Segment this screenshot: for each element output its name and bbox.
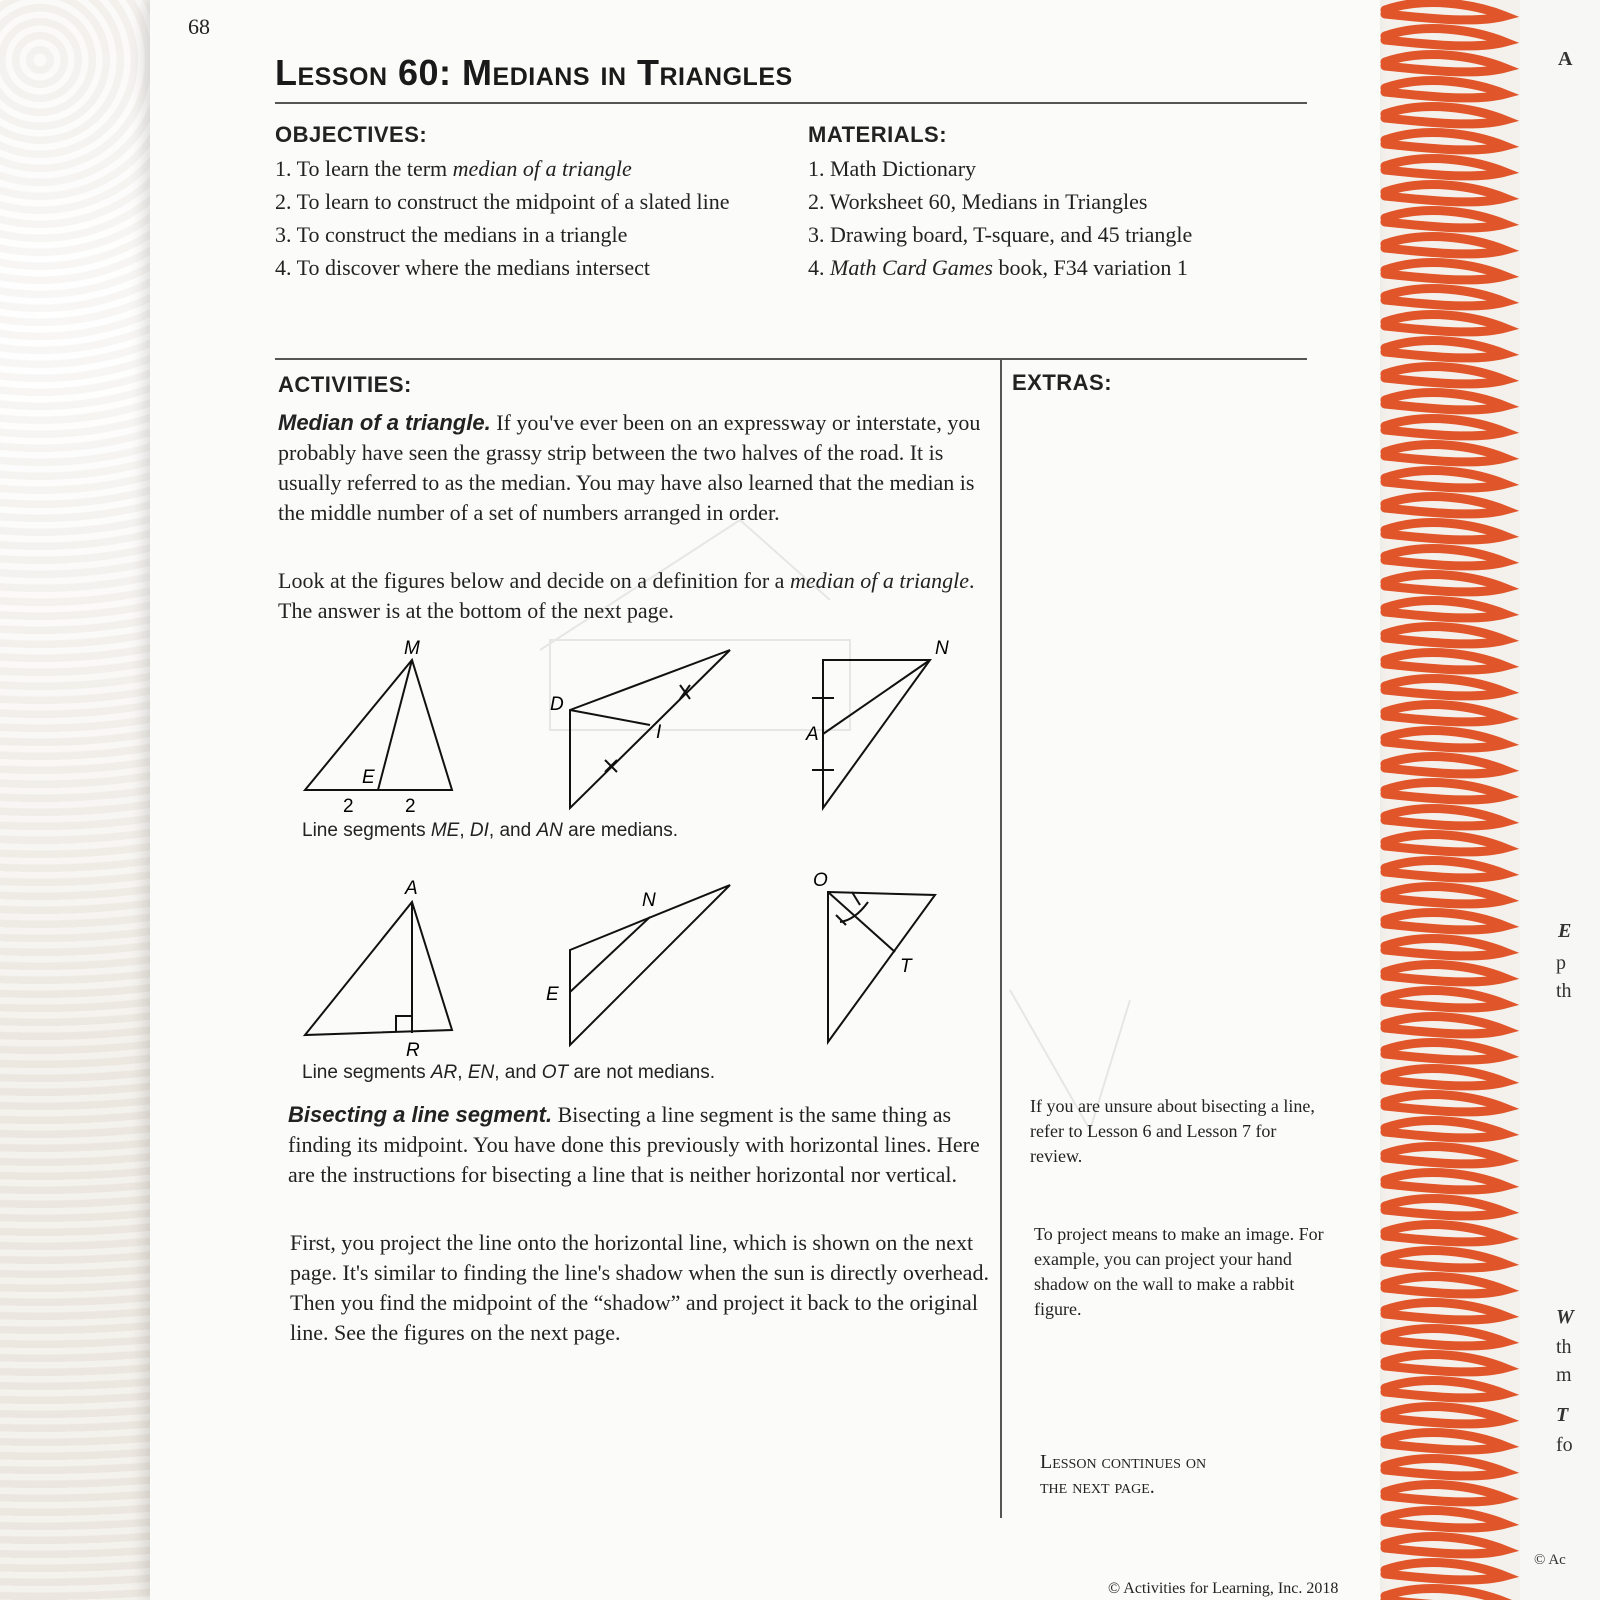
spiral-coil — [1385, 809, 1505, 826]
spiral-coil — [1385, 887, 1505, 904]
spiral-coil — [1385, 913, 1505, 930]
objective-item: 2. To learn to construct the midpoint of a slated line — [275, 189, 730, 214]
column-divider — [1000, 358, 1002, 1518]
lesson-title: Lesson 60: Medians in Triangles — [275, 52, 793, 93]
spiral-coil — [1385, 601, 1505, 618]
spiral-coil — [1385, 1329, 1505, 1346]
objective-item: 4. To discover where the medians intersect — [275, 255, 650, 280]
objectives-list — [275, 154, 735, 286]
label-t: T — [900, 956, 912, 977]
material-item: 4. Math Card Games book, F34 variation 1 — [808, 255, 1188, 280]
spiral-coil — [1385, 29, 1505, 46]
lesson-continues: Lesson continues on the next page. — [1040, 1451, 1207, 1498]
right-page-letter: m — [1556, 1364, 1572, 1386]
copyright: © Activities for Learning, Inc. 2018 — [1108, 1580, 1339, 1597]
label-n: N — [935, 638, 949, 659]
spiral-coil — [1385, 991, 1505, 1008]
spiral-coil — [1385, 55, 1505, 72]
objectives-heading: OBJECTIVES: — [275, 122, 428, 147]
right-page-letter: T — [1556, 1404, 1569, 1426]
median-an — [823, 660, 930, 734]
extras-note-bisecting: If you are unsure about bisecting a line, refer to Lesson 6 and Lesson 7 for review. — [1030, 1096, 1315, 1166]
extras-heading: EXTRAS: — [1012, 370, 1113, 395]
spiral-coil — [1385, 705, 1505, 722]
spiral-coil — [1385, 237, 1505, 254]
spiral-coil — [1385, 211, 1505, 228]
spiral-coil — [1385, 861, 1505, 878]
spiral-coil — [1385, 1121, 1505, 1138]
materials-heading: MATERIALS: — [808, 122, 948, 147]
not-medians-caption: Line segments AR, EN, and OT are not medians. — [302, 1062, 715, 1083]
spiral-coil — [1385, 3, 1505, 20]
triangle-di — [570, 650, 730, 808]
spiral-coil — [1385, 185, 1505, 202]
label-two-left: 2 — [343, 796, 354, 817]
spiral-coil — [1385, 107, 1505, 124]
spiral-coil — [1385, 1199, 1505, 1216]
spiral-coil — [1385, 1433, 1505, 1450]
medians-caption: Line segments ME, DI, and AN are medians. — [302, 820, 678, 841]
spiral-coil — [1385, 1147, 1505, 1164]
spiral-coil — [1385, 523, 1505, 540]
spiral-coil — [1385, 1095, 1505, 1112]
right-page — [1520, 0, 1600, 1600]
right-page-letter: p — [1556, 952, 1566, 974]
spiral-coil — [1385, 1537, 1505, 1554]
label-two-right: 2 — [405, 796, 416, 817]
spiral-coil — [1385, 1017, 1505, 1034]
label-d: D — [550, 694, 564, 715]
spiral-coil — [1385, 315, 1505, 332]
spiral-coil — [1385, 575, 1505, 592]
spiral-coil — [1385, 1173, 1505, 1190]
spiral-coil — [1385, 939, 1505, 956]
spiral-coil — [1385, 835, 1505, 852]
label-e2: E — [546, 984, 559, 1005]
spiral-coil — [1385, 1459, 1505, 1476]
spiral-coil — [1385, 1069, 1505, 1086]
spiral-coil — [1385, 757, 1505, 774]
right-page-letter: th — [1556, 980, 1572, 1002]
spiral-coil — [1385, 289, 1505, 306]
spiral-coil — [1385, 1225, 1505, 1242]
objective-item: 3. To construct the medians in a triangle — [275, 222, 628, 247]
segment-en — [570, 917, 650, 992]
triangle-ot — [828, 892, 935, 1042]
spiral-coil — [1385, 1381, 1505, 1398]
spiral-coil — [1385, 549, 1505, 566]
label-r: R — [406, 1040, 420, 1061]
triangle-ar — [305, 902, 452, 1035]
spiral-coil — [1385, 471, 1505, 488]
spiral-coil — [1385, 341, 1505, 358]
material-item: 2. Worksheet 60, Medians in Triangles — [808, 189, 1148, 214]
label-o: O — [813, 870, 828, 891]
look-paragraph: Look at the figures below and decide on a definition for a median of a triangle. The answer is at the bottom of the next page. — [278, 568, 975, 623]
spiral-coil — [1385, 1355, 1505, 1372]
materials-list — [808, 154, 1328, 286]
spiral-coil — [1385, 497, 1505, 514]
right-page-letter: th — [1556, 1336, 1572, 1358]
spiral-coil — [1385, 419, 1505, 436]
right-page-letter: A — [1558, 48, 1573, 70]
spiral-coil — [1385, 1303, 1505, 1320]
spiral-coil — [1385, 159, 1505, 176]
objective-item: 1. To learn the term median of a triangle — [275, 156, 632, 181]
spiral-coil — [1385, 1251, 1505, 1268]
triangle-mer — [305, 660, 452, 790]
label-m: M — [404, 638, 420, 659]
label-n2: N — [642, 890, 656, 911]
spiral-coil — [1385, 679, 1505, 696]
spiral-coil — [1385, 1277, 1505, 1294]
bisector-ot — [828, 892, 895, 952]
spiral-coil — [1385, 783, 1505, 800]
medians-figures — [280, 630, 1000, 830]
spiral-coil — [1385, 81, 1505, 98]
median-lead: Median of a triangle. — [278, 410, 491, 435]
spiral-binding — [1365, 0, 1525, 1600]
label-i: I — [656, 722, 662, 743]
spiral-coil — [1385, 1485, 1505, 1502]
spiral-coil — [1385, 367, 1505, 384]
spiral-coil — [1385, 445, 1505, 462]
blanket-background — [0, 0, 175, 1600]
spiral-coil — [1385, 627, 1505, 644]
right-page-letter: fo — [1556, 1434, 1573, 1456]
not-medians-figures — [280, 870, 1000, 1070]
spiral-coil — [1385, 965, 1505, 982]
spiral-coil — [1385, 1407, 1505, 1424]
spiral-coil — [1385, 133, 1505, 150]
material-item: 1. Math Dictionary — [808, 156, 977, 181]
page-number: 68 — [188, 14, 210, 39]
bisect-paragraph: Bisecting a line segment. Bisecting a line segment is the same thing as finding its midpoint. You have done this previously with horizontal lines. Here are the instructions for bisecting a line that is neither horizontal nor vertical. — [288, 1102, 980, 1187]
spiral-coil — [1385, 263, 1505, 280]
book-page — [150, 0, 1380, 1600]
median-paragraph: Median of a triangle. If you've ever been on an expressway or interstate, you probably have seen the grassy strip between the two halves of the road. It is usually referred to as the median. You may have also learned that the median is the middle number of a set of numbers arranged in order. — [278, 410, 981, 525]
spiral-coil — [1385, 653, 1505, 670]
label-e: E — [362, 767, 375, 788]
label-a: A — [806, 724, 819, 745]
right-page-letter: W — [1556, 1306, 1574, 1328]
spiral-coil — [1385, 1511, 1505, 1528]
spiral-coil — [1385, 393, 1505, 410]
spiral-coil — [1385, 731, 1505, 748]
right-page-copyright: © Ac — [1534, 1552, 1566, 1568]
extras-note-project: To project means to make an image. For example, you can project your hand shadow on the wall to make a rabbit figure. — [1034, 1224, 1324, 1319]
title-rule — [275, 102, 1307, 104]
label-a2: A — [405, 878, 418, 899]
spiral-coil — [1385, 1563, 1505, 1580]
spiral-coil — [1385, 1589, 1505, 1600]
triangle-an — [823, 660, 930, 808]
material-item: 3. Drawing board, T-square, and 45 triangle — [808, 222, 1193, 247]
bisect-lead: Bisecting a line segment. — [288, 1102, 553, 1127]
activities-rule — [275, 358, 1307, 360]
right-page-letter: E — [1558, 920, 1572, 942]
spiral-coil — [1385, 1043, 1505, 1060]
activities-heading: ACTIVITIES: — [278, 372, 412, 397]
first-paragraph: First, you project the line onto the horizontal line, which is shown on the next page. It's similar to finding the line's shadow when the sun is directly overhead. Then you find the midpoint of the “shadow” and project it back to the original line. See the figures on the next page. — [290, 1230, 989, 1345]
median-di — [570, 710, 650, 725]
